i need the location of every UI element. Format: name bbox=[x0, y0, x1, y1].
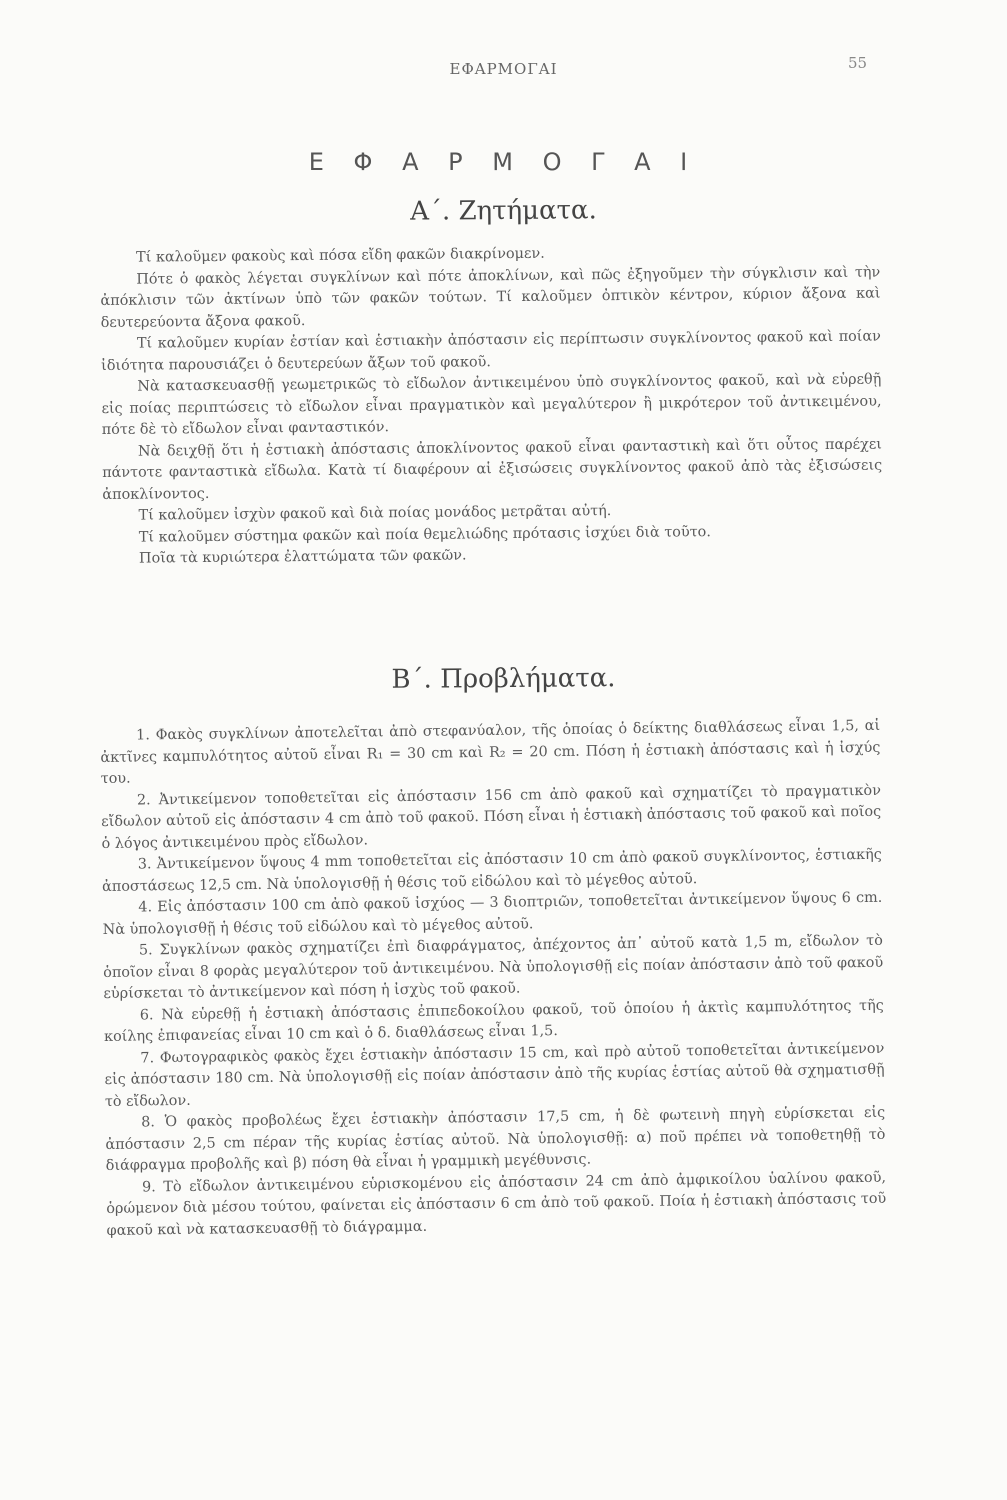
section-b-body bbox=[100, 716, 887, 1242]
question-paragraph: Τί καλοῦμεν σύστημα φακῶν καὶ ποία θεμελιώδης πρότασις ἰσχύει διὰ τοῦτο. bbox=[138, 523, 711, 546]
problem-item: 8. Ὁ φακὸς προβολέως ἔχει ἑστιακὴν ἀπόστασιν 17,5 cm, ἡ δὲ φωτεινὴ πηγὴ εὑρίσκεται εἰς ἀπόστασιν 2,5 cm πέραν τῆς κυρίας ἑστίας αὐτοῦ. Νὰ ὑπολογισθῇ: α) ποῦ πρέπει νὰ τοποθετηθῇ τὸ διάφραγμα προβολῆς καὶ β) πόση θὰ εἶναι ἡ γραμμικὴ μεγέθυνσις. bbox=[105, 1104, 886, 1174]
problem-item: 1. Φακὸς συγκλίνων ἀποτελεῖται ἀπὸ στεφανύαλον, τῆς ὁποίας ὁ δείκτης διαθλάσεως εἶναι 1,5, αἱ ἀκτῖνες καμπυλότητος αὐτοῦ εἶναι R₁ = 30 cm καὶ R₂ = 20 cm. Πόση ἡ ἑστιακὴ ἀπόστασις καὶ ἡ ἰσχύς του. bbox=[100, 717, 881, 787]
problem-item: 6. Νὰ εὑρεθῇ ἡ ἑστιακὴ ἀπόστασις ἐπιπεδοκοίλου φακοῦ, τοῦ ὁποίου ἡ ἀκτὶς καμπυλότητος τῆς κοίλης ἐπιφανείας εἶναι 10 cm καὶ ὁ δ. διαθλάσεως εἶναι 1,5. bbox=[103, 997, 884, 1045]
section-a-heading: Α΄. Ζητήματα. bbox=[410, 195, 597, 227]
problem-item: 5. Συγκλίνων φακὸς σχηματίζει ἐπὶ διαφράγματος, ἀπέχοντος ἀπ᾽ αὐτοῦ κατὰ 1,5 m, εἴδωλον τὸ ὁποῖον εἶναι 8 φορὰς μεγαλύτερον τοῦ ἀντικειμένου. Νὰ ὑπολογισθῇ εἰς ποίαν ἀπόστασιν ἀπὸ τοῦ φακοῦ εὑρίσκεται τὸ ἀντικείμενον καὶ πόση ἡ ἰσχὺς τοῦ φακοῦ. bbox=[103, 932, 884, 1002]
problem-item: 3. Ἀντικείμενον ὕψους 4 mm τοποθετεῖται εἰς ἀπόστασιν 10 cm ἀπὸ φακοῦ συγκλίνοντος, ἑστιακῆς ἀποστάσεως 12,5 cm. Νὰ ὑπολογισθῇ ἡ θέσις τοῦ εἰδώλου καὶ τὸ μέγεθος αὐτοῦ. bbox=[101, 846, 882, 895]
section-b-heading: Β΄. Προβλήματα. bbox=[391, 663, 616, 695]
question-paragraph: Τί καλοῦμεν ἰσχὺν φακοῦ καὶ διὰ ποίας μονάδος μετρᾶται αὐτή. bbox=[138, 503, 612, 524]
question-paragraph: Νὰ δειχθῇ ὅτι ἡ ἑστιακὴ ἀπόστασις ἀποκλίνοντος φακοῦ εἶναι φανταστικὴ καὶ ὅτι οὗτος παρέχει πάντοτε φανταστικὰ εἴδωλα. Κατὰ τί διαφέρουν αἱ ἐξισώσεις συγκλίνοντος φακοῦ ἀπὸ τὰς ἐξισώσεις ἀποκλίνοντος. bbox=[102, 436, 883, 503]
question-paragraph: Νὰ κατασκευασθῇ γεωμετρικῶς τὸ εἴδωλον ἀντικειμένου ὑπὸ συγκλίνοντος φακοῦ, καὶ νὰ εὑρεθῇ εἰς ποίας περιπτώσεις τὸ εἴδωλον εἶναι πραγματικὸν καὶ μεγαλύτερον ἢ μικρότερον τοῦ ἀντικειμένου, πότε δὲ τὸ εἴδωλον εἶναι φανταστικόν. bbox=[101, 371, 882, 438]
question-paragraph: Ποῖα τὰ κυριώτερα ἐλαττώματα τῶν φακῶν. bbox=[138, 547, 467, 567]
running-title: ΕΦΑΡΜΟΓΑΙ bbox=[449, 60, 558, 78]
problem-item: 2. Ἀντικείμενον τοποθετεῖται εἰς ἀπόστασιν 156 cm ἀπὸ φακοῦ καὶ σχηματίζει τὸ πραγματικὸν εἴδωλον αὐτοῦ εἰς ἀπόστασιν 4 cm ἀπὸ τοῦ φακοῦ. Πόση εἶναι ἡ ἑστιακὴ ἀπόστασις τοῦ φακοῦ καὶ ποῖος ὁ λόγος ἀντικειμένου πρὸς εἴδωλον. bbox=[101, 782, 882, 852]
question-paragraph: Τί καλοῦμεν κυρίαν ἑστίαν καὶ ἑστιακὴν ἀπόστασιν εἰς περίπτωσιν συγκλίνοντος φακοῦ καὶ ποίαν ἰδιότητα παρουσιάζει ὁ δευτερεύων ἄξων τοῦ φακοῦ. bbox=[101, 328, 881, 374]
problem-item: 9. Τὸ εἴδωλον ἀντικειμένου εὑρισκομένου εἰς ἀπόστασιν 24 cm ἀπὸ ἀμφικοίλου ὑαλίνου φακοῦ, ὁρώμενον διὰ μέσου τούτου, φαίνεται εἰς ἀπόστασιν 6 cm ἀπὸ τοῦ φακοῦ. Ποία ἡ ἑστιακὴ ἀπόστασις τοῦ φακοῦ καὶ νὰ κατασκευασθῇ τὸ διάγραμμα. bbox=[106, 1169, 887, 1239]
question-paragraph: Τί καλοῦμεν φακοὺς καὶ πόσα εἴδη φακῶν διακρίνομεν. bbox=[136, 245, 545, 266]
problem-item: 7. Φωτογραφικὸς φακὸς ἔχει ἑστιακὴν ἀπόστασιν 15 cm, καὶ πρὸ αὐτοῦ τοποθετεῖται ἀντικείμενον εἰς ἀπόστασιν 180 cm. Νὰ ὑπολογισθῇ εἰς ποίαν ἀπόστασιν ἀπὸ τῆς κυρίας ἑστίας αὐτοῦ θὰ σχηματισθῇ τὸ εἴδωλον. bbox=[104, 1040, 885, 1110]
page-number: 55 bbox=[848, 54, 868, 72]
section-a-body bbox=[100, 241, 883, 571]
chapter-title: Ε Φ Α Ρ Μ Ο Γ Α Ι bbox=[308, 148, 699, 176]
question-paragraph: Πότε ὁ φακὸς λέγεται συγκλίνων καὶ πότε ἀποκλίνων, καὶ πῶς ἐξηγοῦμεν τὴν σύγκλισιν καὶ τὴν ἀπόκλισιν τῶν ἀκτίνων ὑπὸ τῶν φακῶν τούτων. Τί καλοῦμεν ὀπτικὸν κέντρον, κύριον ἄξονα καὶ δευτερεύοντα ἄξονα φακοῦ. bbox=[100, 264, 881, 331]
problem-item: 4. Εἰς ἀπόστασιν 100 cm ἀπὸ φακοῦ ἰσχύος — 3 διοπτριῶν, τοποθετεῖται ἀντικείμενον ὕψους 6 cm. Νὰ ὑπολογισθῇ ἡ θέσις τοῦ εἰδώλου καὶ τὸ μέγεθος αὐτοῦ. bbox=[102, 889, 883, 938]
